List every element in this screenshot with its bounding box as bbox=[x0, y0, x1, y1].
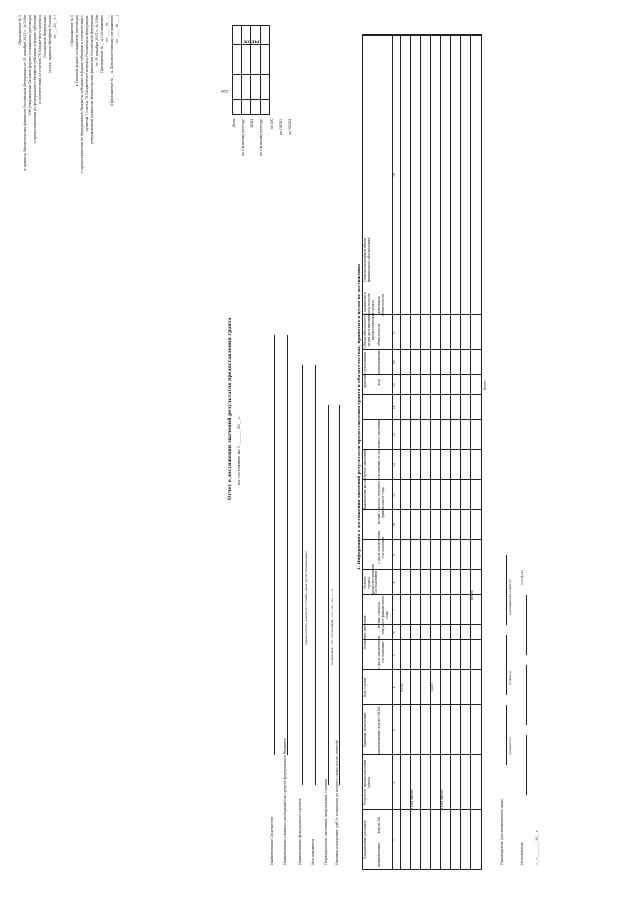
table-col-line bbox=[362, 394, 482, 395]
header-result: Результат предоставления гранта bbox=[363, 759, 371, 806]
appendix-5-line: Приложение № __ к Соглашению bbox=[100, 15, 104, 73]
exec-line bbox=[526, 735, 527, 795]
header-plan-value: Плановые значения bbox=[363, 615, 367, 650]
code-label: по ОКПО bbox=[279, 119, 283, 136]
header-reason-name: наименование bbox=[377, 350, 381, 375]
line-code: 0200 bbox=[430, 683, 434, 692]
header-unused: Неиспользованный объем финансового обеспечения bbox=[363, 237, 371, 283]
header-obligations-money: денежных обязательств bbox=[377, 293, 385, 317]
total-label: Всего: bbox=[483, 379, 487, 391]
appendix-line: Приложение № 3 bbox=[18, 15, 22, 45]
table-row-line bbox=[470, 35, 471, 870]
appendix-5-line: о предоставлении из федерального бюджета субсидии в форме субсидии в соответствии с bbox=[80, 15, 84, 174]
section-title: 1. Информация о достижении значений результатов предоставления гранта и обязательствах, принятых в целях их достижения bbox=[356, 264, 361, 570]
sign-line bbox=[506, 555, 507, 625]
table-col-line bbox=[362, 34, 482, 35]
appendix-line: «Об утверждении Типовой формы соглашения (договора) bbox=[28, 15, 32, 117]
field-label: Периодичность: месячная, квартальная, годовая bbox=[324, 779, 328, 865]
code-label: по БК bbox=[270, 119, 274, 130]
field-underline bbox=[274, 335, 275, 755]
col-number: 8 bbox=[392, 581, 396, 584]
exec-line bbox=[526, 595, 527, 655]
code-label: Дата bbox=[232, 119, 236, 128]
appendix-5-line: от 21 декабря 2021 г. № 208н bbox=[95, 15, 99, 67]
appendix-5-line: от ______ № ____) bbox=[115, 15, 119, 43]
col-number: 14 bbox=[392, 405, 396, 410]
field-underline bbox=[315, 365, 316, 785]
appendix-5-line: утвержденной приказом Министерства финансов Российской Федерации bbox=[90, 15, 94, 145]
okei-value: 383 bbox=[220, 88, 229, 94]
header-reason-code: код bbox=[377, 379, 381, 386]
phone-hint: (телефон) bbox=[520, 570, 524, 585]
table-row-line bbox=[410, 35, 411, 870]
col-number: 4 bbox=[392, 686, 396, 689]
header-direction-name: наименование bbox=[377, 842, 381, 868]
sign-line bbox=[506, 705, 507, 765]
col-number: 2 bbox=[392, 781, 396, 784]
sign-hint: (расшифровка подписи) bbox=[508, 579, 512, 615]
field-label: Наименование Получателя bbox=[270, 817, 274, 865]
appendix-line: в соответствии со статьей 78 Бюджетного кодекса bbox=[38, 15, 42, 104]
appendix-5-line: «Приложение № 5 bbox=[70, 15, 74, 47]
header-actual-year: из них с начала текущего финансового года bbox=[377, 480, 385, 525]
col-number: 12 bbox=[392, 462, 396, 468]
appendix-line: Российской Федерации» bbox=[43, 15, 47, 58]
header-plan-year: из них с начала текущего финансового года bbox=[377, 595, 389, 635]
col-number: 11 bbox=[392, 492, 396, 498]
table-row-line bbox=[400, 35, 401, 870]
field-label: Единица измерения: руб (с точностью до второго знака после запятой) bbox=[335, 739, 339, 865]
field-underline bbox=[287, 335, 288, 755]
report-as-of: по состоянию на 1 _______ 20__ г. bbox=[236, 415, 241, 485]
col-number: 10 bbox=[392, 522, 396, 528]
appendix-5-line: (Приложение № __ к Дополнительному соглашению bbox=[110, 15, 114, 107]
col-number: 1 bbox=[392, 838, 396, 842]
header-direction: Направление расходов bbox=[363, 820, 367, 860]
code-label: по ОКЕИ bbox=[288, 119, 292, 135]
code-label: ИНН bbox=[250, 119, 254, 128]
sign-hint: (должность) bbox=[508, 736, 512, 755]
total-label: Всего: bbox=[470, 589, 474, 601]
field-hint: (первичный - «0», уточненный - «1», «2», «3», «...») bbox=[330, 588, 334, 665]
code-label: по Сводному реестру bbox=[259, 119, 263, 157]
appendix-line: (в ред. приказа Минфина России bbox=[48, 15, 52, 73]
appendix-5-line: к Типовой форме соглашения (договора) bbox=[75, 15, 79, 87]
header-plan-by-agreement: с даты заключения Соглашения bbox=[377, 636, 385, 669]
table-row-line bbox=[460, 35, 461, 870]
col-number: 15 bbox=[392, 382, 396, 388]
field-underline bbox=[328, 405, 329, 785]
report-title: Отчет о достижении значений результатов предоставления гранта bbox=[228, 317, 233, 500]
col-number: 17 bbox=[392, 330, 396, 335]
col-number: 3 bbox=[392, 728, 396, 732]
header-obligations: Объем обязательств, принятых в целях достижения результатов предоставления гранта bbox=[363, 292, 375, 348]
exec-line bbox=[526, 665, 527, 725]
appendix-5-line: от ______ № ____ bbox=[105, 15, 109, 42]
header-unit: Единица измерения bbox=[363, 712, 367, 748]
executor-label: Исполнитель bbox=[520, 841, 524, 865]
col-number: 6 bbox=[392, 631, 396, 634]
header-direction-code: код по БК bbox=[377, 816, 381, 834]
appendix-line: к приказу Министерства финансов Российской Федерации от 21 декабря 2021 г. № 208н bbox=[23, 15, 27, 171]
field-label: Вид документа bbox=[311, 838, 315, 865]
header-deviation: отклонение от планового значения bbox=[377, 420, 381, 480]
code-label: по Сводному реестру bbox=[241, 119, 245, 157]
header-line-code: Код строки bbox=[363, 678, 367, 697]
table-row-line bbox=[450, 35, 451, 870]
col-number: 9 bbox=[392, 553, 396, 557]
sign-hint: (подпись) bbox=[508, 670, 512, 685]
table-row-line bbox=[420, 35, 421, 870]
signature-date: «__» _________ 20__ г. bbox=[535, 829, 539, 865]
sign-line bbox=[506, 635, 507, 695]
col-number: 18 bbox=[392, 172, 396, 178]
table-row-line bbox=[430, 35, 431, 870]
codes-header: КОДЫ bbox=[244, 39, 260, 44]
field-label: Наименование главного распорядителя средств федерального бюджета bbox=[283, 738, 287, 865]
appendix-line: о предоставлении из федерального бюджета субсидии в форме субсидии bbox=[33, 15, 37, 144]
header-actual: Фактически достигнутые значения bbox=[363, 450, 367, 510]
field-underline bbox=[339, 405, 340, 785]
appendix-line: от ___ 20__ г.) bbox=[53, 15, 57, 39]
header-unit-code: код по ОКЕИ bbox=[377, 706, 381, 729]
table-row-line bbox=[440, 35, 441, 870]
line-code: 0100 bbox=[400, 683, 404, 692]
col-number: 16 bbox=[392, 360, 396, 365]
col-number: 5 bbox=[392, 653, 396, 657]
field-underline bbox=[302, 365, 303, 785]
head-label: Руководитель (уполномоченное лицо) bbox=[500, 798, 504, 865]
field-hint: (министерство, ведомство, Служба, иной орган (организация)) bbox=[304, 551, 308, 645]
header-grant-size: Размер гранта, предусмотренный Соглашением bbox=[363, 564, 379, 595]
col-number: 13 bbox=[392, 432, 396, 438]
field-label: Наименование федерального проекта bbox=[298, 798, 302, 865]
header-reason: причина отклонения bbox=[363, 352, 367, 388]
row-label: в том числе: bbox=[440, 789, 444, 810]
header-actual-since-agreement: с даты заключения Соглашения bbox=[377, 531, 385, 564]
header-unit-name: наименование bbox=[377, 730, 381, 755]
col-number: 7 bbox=[392, 608, 396, 612]
appendix-5-line: пунктом 7 статьи 78 Бюджетного кодекса Российской Федерации, bbox=[85, 15, 89, 132]
header-obligations-accepted: обязательств bbox=[377, 323, 381, 347]
row-label: в том числе: bbox=[410, 789, 414, 810]
